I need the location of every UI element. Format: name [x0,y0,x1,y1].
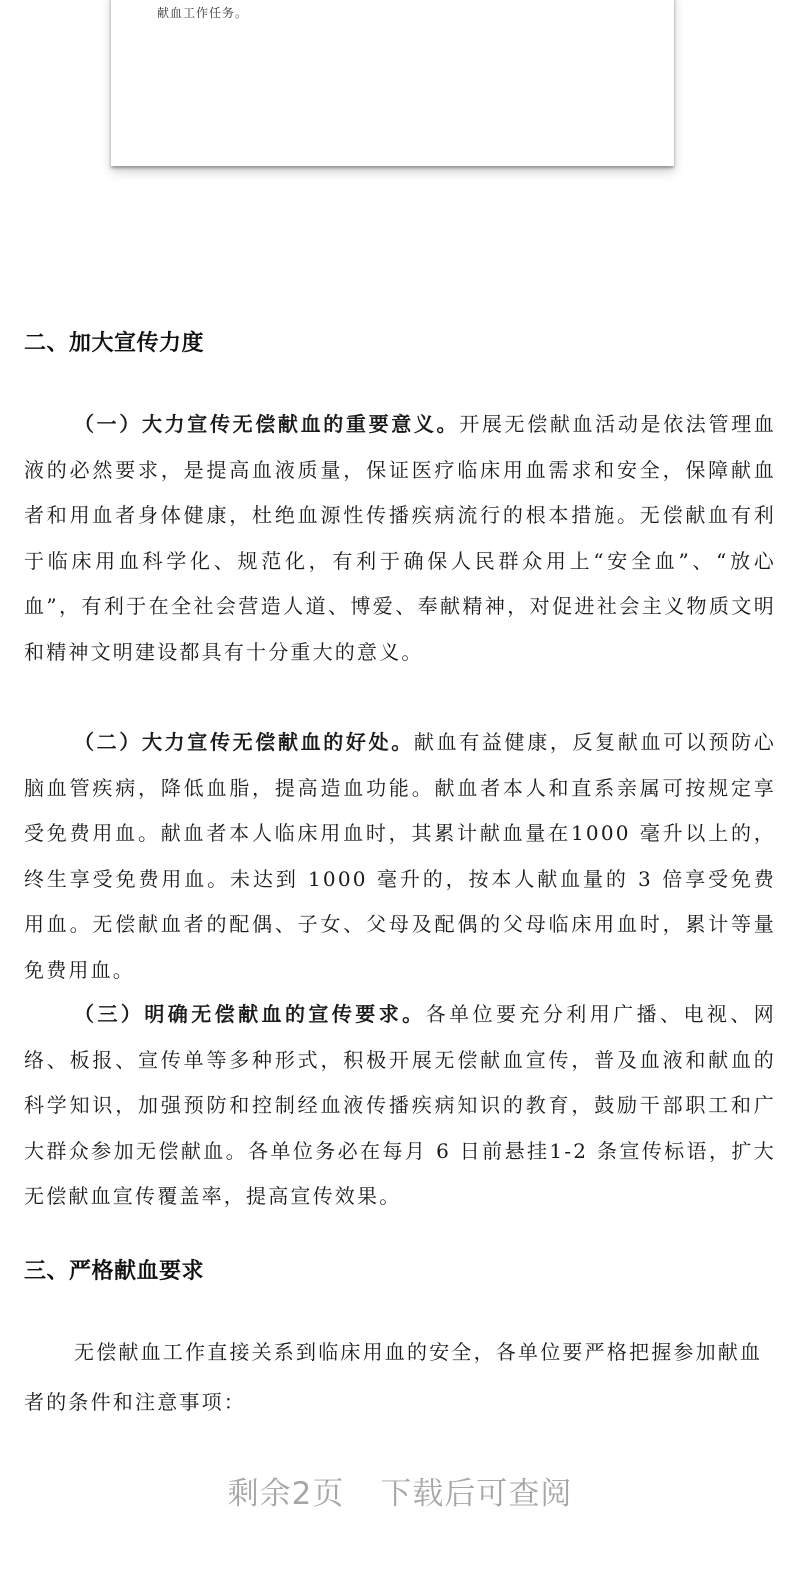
paragraph-2-body: 献血有益健康，反复献血可以预防心脑血管疾病，降低血脂，提高造血功能。献血者本人和直系亲属可按规定享受免费用血。献血者本人临床用血时，其累计献血量在1000 毫升以上的，终生享受免费用血。未达到 1000 毫升的，按本人献血量的 3 倍享受免费用血。无偿献血者的配偶、子女、父母及配偶的父母临床用血时，累计等量免费用血。 [24,730,777,982]
paragraph-1-lead: （一）大力宣传无偿献血的重要意义。 [74,412,460,436]
paragraph-3-lead: （三）明确无偿献血的宣传要求。 [74,1002,426,1026]
paragraph-2 [24,720,776,993]
paragraph-3-body: 各单位要充分利用广播、电视、网络、板报、宣传单等多种形式，积极开展无偿献血宣传，普及血液和献血的科学知识，加强预防和控制经血液传播疾病知识的教育，鼓励干部职工和广大群众参加无偿献血。各单位务必在每月 6 日前悬挂1-2 条宣传标语，扩大无偿献血宣传覆盖率，提高宣传效果。 [24,1002,777,1208]
previous-page-card [111,0,674,166]
download-prompt[interactable] [0,1468,800,1513]
download-to-view-text: 下载后可查阅 [380,1476,573,1512]
paragraph-1-body: 开展无偿献血活动是依法管理血液的必然要求，是提高血液质量，保证医疗临床用血需求和安全，保障献血者和用血者身体健康，杜绝血源性传播疾病流行的根本措施。无偿献血有利于临床用血科学化、规范化，有利于确保人民群众用上“安全血”、“放心血”，有利于在全社会营造人道、博爱、奉献精神，对促进社会主义物质文明和精神文明建设都具有十分重大的意义。 [24,412,776,664]
previous-page-text: 献血工作任务。 [157,6,249,20]
section-heading-2: 二、加大宣传力度 [24,331,205,356]
paragraph-3 [24,992,776,1220]
paragraph-2-lead: （二）大力宣传无偿献血的好处。 [74,730,414,754]
remaining-pages-text: 剩余2页 [227,1476,345,1512]
section-3-intro: 无偿献血工作直接关系到临床用血的安全，各单位要严格把握参加献血者的条件和注意事项： [24,1340,763,1414]
paragraph-1 [24,402,776,675]
section-heading-3: 三、严格献血要求 [24,1259,205,1284]
